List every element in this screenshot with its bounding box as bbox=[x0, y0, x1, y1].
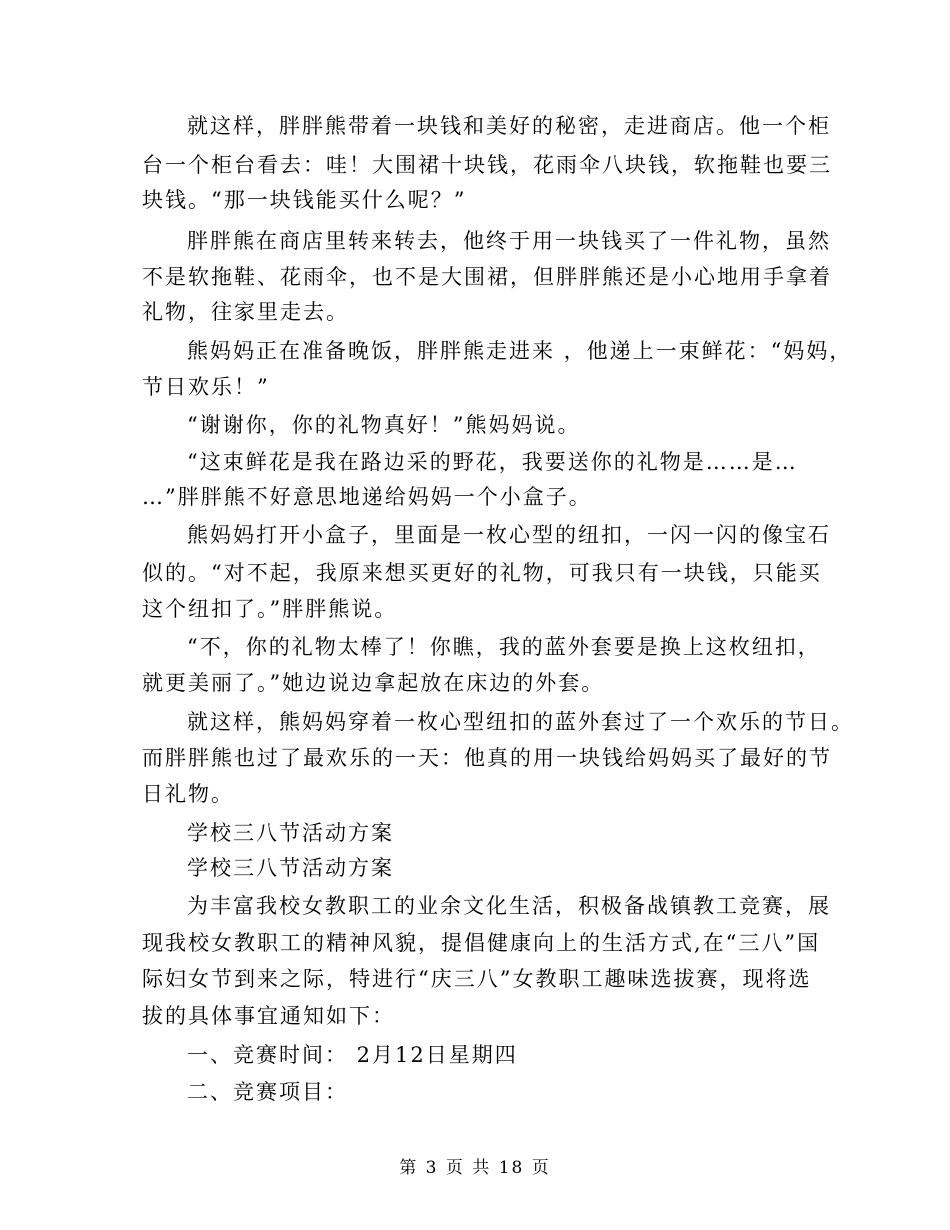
text-line: 而胖胖熊也过了最欢乐的一天：他真的用一块钱给妈妈买了最好的节 bbox=[142, 746, 832, 770]
text-line: 日礼物。 bbox=[142, 782, 234, 806]
text-line: 现我校女教职工的精神风貌，提倡健康向上的生活方式,在“三八”国 bbox=[142, 931, 821, 955]
section-heading: 学校三八节活动方案 bbox=[187, 821, 394, 845]
text-line: 一、竞赛时间： 2月12日星期四 bbox=[187, 1043, 518, 1067]
text-line: 二、竞赛项目： bbox=[187, 1080, 348, 1104]
text-line: 礼物，往家里走去。 bbox=[142, 300, 349, 324]
text-line: 为丰富我校女教职工的业余文化生活，积极备战镇教工竞赛，展 bbox=[187, 894, 831, 918]
text-line: 就这样，胖胖熊带着一块钱和美好的秘密，走进商店。他一个柜 bbox=[187, 114, 831, 138]
text-line: 熊妈妈打开小盒子，里面是一枚心型的纽扣，一闪一闪的像宝石 bbox=[187, 523, 831, 547]
text-line: 台一个柜台看去：哇！大围裙十块钱，花雨伞八块钱，软拖鞋也要三 bbox=[142, 153, 832, 177]
page-footer: 第 3 页 共 18 页 bbox=[399, 1158, 551, 1178]
text-line: 就更美丽了。”她边说边拿起放在床边的外套。 bbox=[142, 671, 605, 695]
text-line: 就这样，熊妈妈穿着一枚心型纽扣的蓝外套过了一个欢乐的节日。 bbox=[187, 710, 854, 734]
text-line: 节日欢乐！” bbox=[142, 375, 270, 399]
text-line: 似的。“对不起，我原来想买更好的礼物，可我只有一块钱，只能买 bbox=[142, 561, 822, 585]
text-line: 胖胖熊在商店里转来转去，他终于用一块钱买了一件礼物，虽然 bbox=[187, 229, 831, 253]
text-line: “谢谢你，你的礼物真好！”熊妈妈说。 bbox=[187, 413, 581, 437]
section-heading: 学校三八节活动方案 bbox=[187, 856, 394, 880]
text-line: …”胖胖熊不好意思地递给妈妈一个小盒子。 bbox=[142, 485, 592, 509]
text-line: 熊妈妈正在准备晚饭，胖胖熊走进来 ，他递上一束鲜花：“妈妈， bbox=[187, 339, 853, 363]
text-line: “这束鲜花是我在路边采的野花，我要送你的礼物是……是… bbox=[187, 450, 798, 474]
text-line: 不是软拖鞋、花雨伞，也不是大围裙，但胖胖熊还是小心地用手拿着 bbox=[142, 265, 832, 289]
text-line: “不，你的礼物太棒了！你瞧，我的蓝外套要是换上这枚纽扣， bbox=[187, 635, 821, 659]
text-line: 拔的具体事宜通知如下： bbox=[142, 1004, 395, 1028]
text-line: 际妇女节到来之际，特进行“庆三八”女教职工趣味选拔赛，现将选 bbox=[142, 967, 812, 991]
text-line: 这个纽扣了。”胖胖熊说。 bbox=[142, 597, 398, 621]
text-line: 块钱。“那一块钱能买什么呢？” bbox=[142, 188, 467, 212]
